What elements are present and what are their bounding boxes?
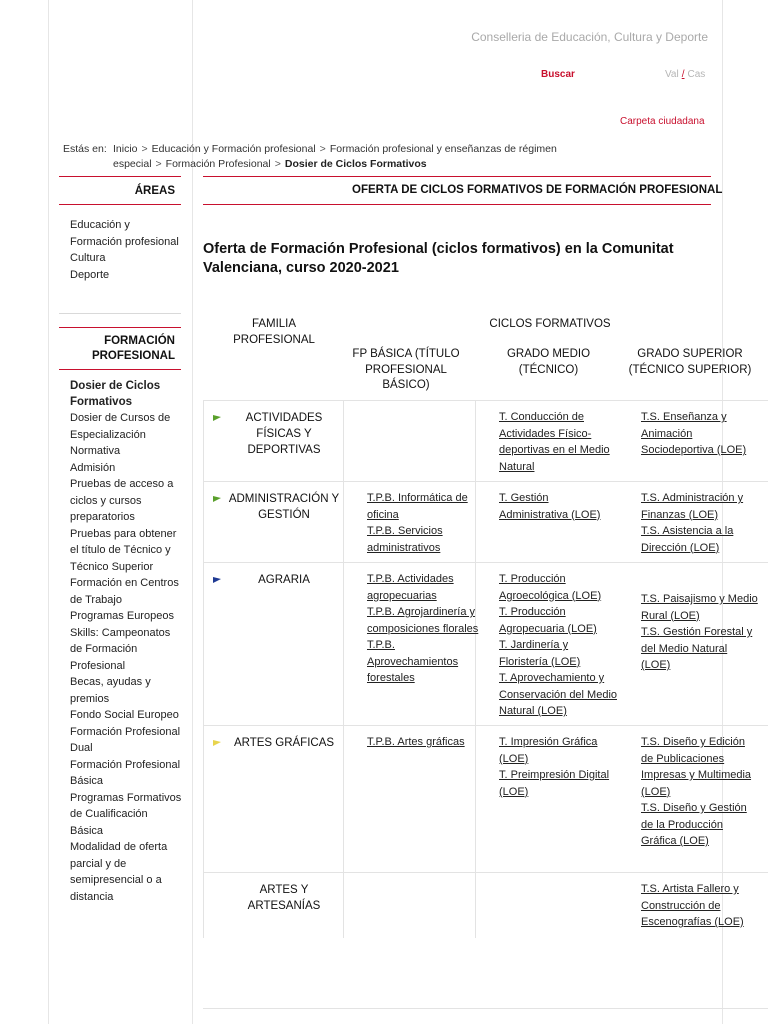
- grado-medio-list: [499, 490, 617, 523]
- cycle-link[interactable]: T.S. Gestión Forestal y del Medio Natural (LOE): [641, 626, 753, 671]
- fp-item-fct[interactable]: Formación en Centros de Trabajo: [70, 577, 179, 606]
- fp-item-fp-basica[interactable]: Formación Profesional Básica: [70, 758, 181, 787]
- family-flag-icon: [213, 408, 221, 414]
- family-name: ARTES GRÁFICAS: [233, 737, 335, 749]
- breadcrumb-fp[interactable]: Formación Profesional: [165, 158, 271, 170]
- fp-basica-list: [367, 734, 479, 751]
- header-fp-basica: FP BÁSICA (TÍTULO PROFESIONAL BÁSICO): [352, 348, 460, 391]
- fp-heading: FORMACIÓN PROFESIONAL: [91, 335, 175, 362]
- fp-item-pruebas-acceso[interactable]: Pruebas de acceso a ciclos y cursos preparatorios: [70, 478, 174, 523]
- fp-item-dosier-cursos[interactable]: Dosier de Cursos de Especialización: [70, 412, 171, 441]
- fp-item-pfcb[interactable]: Programas Formativos de Cualificación Básica: [70, 791, 182, 837]
- fp-basica-list: [367, 571, 479, 687]
- lang-valencian-link[interactable]: Val: [665, 69, 679, 80]
- cycle-link[interactable]: T.S. Administración y Finanzas (LOE): [641, 492, 744, 521]
- cycle-link[interactable]: T. Producción Agroecológica (LOE): [499, 573, 602, 602]
- header-grado-medio: GRADO MEDIO (TÉCNICO): [506, 348, 591, 376]
- lang-separator: /: [681, 69, 685, 80]
- header-grado-superior: GRADO SUPERIOR (TÉCNICO SUPERIOR): [628, 348, 752, 376]
- divider: [203, 176, 711, 177]
- ministry-name[interactable]: Conselleria de Educación, Cultura y Deporte: [471, 30, 708, 44]
- fp-item-fp-dual[interactable]: Formación Profesional Dual: [70, 725, 181, 754]
- grado-medio-list: [499, 571, 617, 720]
- cycle-link[interactable]: T.P.B. Aprovechamientos forestales: [367, 639, 459, 684]
- table-row: [203, 400, 768, 481]
- fp-item-normativa[interactable]: Normativa: [70, 445, 121, 457]
- cycle-link[interactable]: T.S. Enseñanza y Animación Sociodeportiva (LOE): [641, 411, 747, 456]
- grado-superior-list: [641, 591, 759, 674]
- cycle-link[interactable]: T.P.B. Actividades agropecuarias: [367, 573, 454, 602]
- page-border-left: [48, 0, 49, 1024]
- fp-item-skills[interactable]: Skills: Campeonatos de Formación Profesional: [70, 626, 171, 672]
- divider: [59, 313, 181, 314]
- divider: [203, 1008, 768, 1009]
- fp-item-dosier-ciclos[interactable]: Dosier de Ciclos Formativos: [70, 380, 161, 408]
- cycle-link[interactable]: T.S. Diseño y Edición de Publicaciones Impresas y Multimedia (LOE): [641, 736, 752, 798]
- grado-superior-list: [641, 881, 759, 931]
- divider: [203, 204, 711, 205]
- family-name: ACTIVIDADES FÍSICAS Y DEPORTIVAS: [245, 412, 323, 456]
- fp-item-programas-europeos[interactable]: Programas Europeos: [70, 610, 174, 622]
- cycle-link[interactable]: T.P.B. Informática de oficina: [367, 492, 468, 521]
- language-switcher: [665, 69, 705, 80]
- divider: [59, 176, 181, 177]
- divider: [59, 204, 181, 205]
- table-row: [203, 562, 768, 725]
- cycle-link[interactable]: T. Aprovechamiento y Conservación del Medio Natural (LOE): [499, 672, 618, 717]
- cycles-table: [203, 400, 768, 938]
- breadcrumb-education[interactable]: Educación y Formación profesional: [151, 143, 316, 155]
- breadcrumb-label: Estás en:: [63, 143, 107, 155]
- cycle-link[interactable]: T.P.B. Artes gráficas: [367, 736, 465, 748]
- grado-medio-list: [499, 409, 617, 475]
- area-culture-link[interactable]: Cultura: [70, 252, 106, 264]
- cycle-link[interactable]: T.P.B. Agrojardinería y composiciones florales: [367, 606, 479, 635]
- cycle-link[interactable]: T.S. Asistencia a la Dirección (LOE): [641, 525, 734, 554]
- grado-superior-list: [641, 409, 759, 459]
- areas-heading: ÁREAS: [134, 185, 175, 197]
- fp-basica-list: [367, 490, 479, 556]
- fp-item-admision[interactable]: Admisión: [70, 461, 116, 474]
- breadcrumb-current: Dosier de Ciclos Formativos: [284, 158, 427, 170]
- grado-superior-list: [641, 490, 759, 556]
- area-education-link[interactable]: Educación y Formación profesional: [70, 219, 179, 248]
- fp-item-pruebas-titulo[interactable]: Pruebas para obtener el título de Técnico y Técnico Superior: [70, 527, 177, 573]
- page-title: Oferta de Formación Profesional (ciclos formativos) en la Comunitat Valenciana, curso 2020-2021: [203, 241, 674, 276]
- table-row: [203, 481, 768, 562]
- grado-superior-list: [641, 734, 759, 850]
- header-cycles: CICLOS FORMATIVOS: [489, 318, 611, 330]
- table-row: [203, 725, 768, 872]
- divider: [59, 369, 181, 370]
- family-flag-icon: [213, 489, 221, 495]
- areas-menu: [70, 217, 182, 283]
- fp-item-fondo-social[interactable]: Fondo Social Europeo: [70, 709, 179, 721]
- cycle-link[interactable]: T. Conducción de Actividades Físico-deportivas en el Medio Natural: [499, 411, 610, 473]
- grado-medio-list: [499, 734, 617, 800]
- cycle-link[interactable]: T.S. Artista Fallero y Construcción de Escenografías (LOE): [641, 883, 744, 928]
- cycle-link[interactable]: T. Jardinería y Floristería (LOE): [499, 639, 581, 668]
- header-family: FAMILIA PROFESIONAL: [233, 318, 315, 346]
- fp-item-becas[interactable]: Becas, ayudas y premios: [70, 676, 151, 705]
- family-flag-icon: [213, 570, 221, 576]
- breadcrumb-fp-regimen[interactable]: Formación profesional y enseñanzas de régimen especial: [113, 143, 557, 170]
- cycle-link[interactable]: T. Impresión Gráfica (LOE): [499, 736, 598, 765]
- breadcrumb: Estás en: Inicio > Educación y Formación profesional > Formación profesional y enseñanzas de régimen especial > Formación Profesional > Dosier de Ciclos Formativos: [63, 143, 557, 170]
- fp-menu: [70, 378, 182, 905]
- cycle-link[interactable]: T.S. Diseño y Gestión de la Producción Gráfica (LOE): [641, 802, 747, 847]
- family-name: AGRARIA: [258, 574, 310, 586]
- fp-item-modalidad[interactable]: Modalidad de oferta parcial y de semipresencial o a distancia: [70, 841, 168, 903]
- area-sport-link[interactable]: Deporte: [70, 268, 110, 281]
- section-heading: OFERTA DE CICLOS FORMATIVOS DE FORMACIÓN PROFESIONAL: [352, 184, 723, 196]
- cycle-link[interactable]: T. Producción Agropecuaria (LOE): [499, 606, 597, 635]
- lang-castilian-link[interactable]: Cas: [687, 69, 706, 80]
- family-flag-icon: [213, 733, 221, 739]
- cycle-link[interactable]: T.P.B. Servicios administrativos: [367, 525, 443, 554]
- cycle-link[interactable]: T. Gestión Administrativa (LOE): [499, 492, 601, 521]
- cycle-link[interactable]: T.S. Paisajismo y Medio Rural (LOE): [641, 593, 758, 622]
- cycle-link[interactable]: T. Preimpresión Digital (LOE): [499, 769, 610, 798]
- breadcrumb-home[interactable]: Inicio: [113, 143, 138, 155]
- citizen-folder-link[interactable]: Carpeta ciudadana: [620, 116, 705, 127]
- table-row: [203, 872, 768, 938]
- divider: [59, 327, 181, 328]
- search-link[interactable]: Buscar: [541, 69, 575, 80]
- family-name: ARTES Y ARTESANÍAS: [247, 884, 321, 912]
- family-name: ADMINISTRACIÓN Y GESTIÓN: [228, 493, 340, 521]
